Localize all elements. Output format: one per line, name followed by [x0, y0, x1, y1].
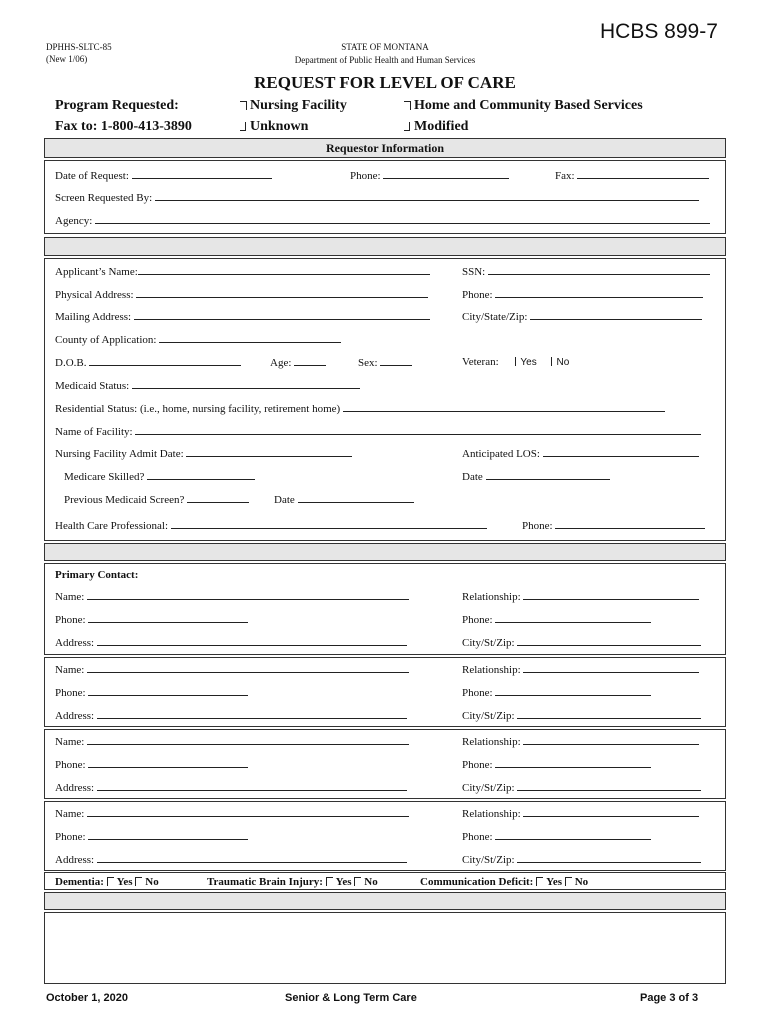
contact-address-field[interactable] — [55, 853, 407, 867]
dementia-no-label: No — [145, 876, 159, 888]
form-code: DPHHS-SLTC-85 — [46, 42, 112, 52]
contact-phone2-label: Phone: — [462, 759, 493, 771]
tbi-no-label: No — [364, 876, 378, 888]
contact-name-label: Name: — [55, 591, 85, 603]
footer-page-number: Page 3 of 3 — [640, 992, 699, 1004]
option-modified-label: Modified — [414, 119, 469, 134]
contact-name-label: Name: — [55, 808, 85, 820]
tbi-label: Traumatic Brain Injury: — [207, 876, 323, 888]
previous-screen-date-field[interactable] — [274, 493, 414, 507]
requestor-phone-label: Phone: — [350, 170, 381, 182]
contact-phone-field[interactable] — [55, 613, 248, 627]
veteran-yes-option[interactable] — [515, 356, 536, 368]
contact-relationship-label: Relationship: — [462, 591, 521, 603]
option-modified[interactable] — [404, 119, 468, 135]
ssn-field[interactable] — [462, 265, 710, 279]
contact-relationship-label: Relationship: — [462, 736, 521, 748]
veteran-no-option[interactable] — [551, 356, 569, 368]
veteran-label: Veteran: — [462, 356, 499, 368]
contact-city-label: City/St/Zip: — [462, 854, 515, 866]
contact-phone2-field[interactable] — [462, 613, 651, 627]
contact-name-field[interactable] — [55, 590, 409, 604]
anticipated-los-field[interactable] — [462, 447, 699, 461]
contact-city-field[interactable] — [462, 853, 701, 867]
contact-name-label: Name: — [55, 664, 85, 676]
page-title: REQUEST FOR LEVEL OF CARE — [254, 73, 516, 92]
option-nursing-facility[interactable] — [240, 98, 347, 114]
form-revision: (New 1/06) — [46, 54, 88, 64]
contact-phone2-field[interactable] — [462, 758, 651, 772]
communication-deficit-label: Communication Deficit: — [420, 876, 534, 888]
applicant-name-field[interactable] — [55, 265, 430, 279]
physical-address-field[interactable] — [55, 288, 428, 302]
checkbox-icon — [404, 122, 410, 131]
checkbox-icon — [536, 877, 543, 886]
veteran-no-label: No — [556, 357, 570, 368]
comm-no-label: No — [574, 876, 589, 888]
contact-phone2-field[interactable] — [462, 830, 651, 844]
medicare-date-label: Date — [462, 471, 483, 483]
county-field[interactable] — [55, 333, 341, 347]
primary-contact-title: Primary Contact: — [55, 569, 139, 581]
option-nursing-label: Nursing Facility — [250, 98, 347, 113]
contact-address-label: Address: — [55, 782, 95, 794]
agency-label: Agency: — [55, 215, 93, 227]
screen-requested-by-label: Screen Requested By: — [55, 192, 153, 204]
option-hcbs[interactable] — [404, 98, 643, 114]
contact-phone2-label: Phone: — [462, 831, 493, 843]
option-unknown-label: Unknown — [250, 119, 309, 134]
applicant-section-header — [44, 237, 726, 256]
contact-address-label: Address: — [55, 637, 95, 649]
checkbox-icon — [515, 357, 516, 366]
contact-name-label: Name: — [55, 736, 85, 748]
state-name: STATE OF MONTANA — [341, 42, 429, 52]
physical-address-label: Physical Address: — [55, 289, 134, 301]
age-field[interactable] — [270, 356, 326, 370]
contact-city-field[interactable] — [462, 636, 701, 650]
sex-field[interactable] — [358, 356, 412, 370]
contact-relationship-field[interactable] — [462, 807, 699, 821]
contact-city-label: City/St/Zip: — [462, 782, 515, 794]
contact-phone-label: Phone: — [55, 614, 86, 626]
requestor-section-title: Requestor Information — [325, 141, 445, 155]
tbi-field — [207, 876, 378, 889]
fax-number: Fax to: 1-800-413-3890 — [55, 119, 192, 134]
tbi-yes-label: Yes — [335, 876, 352, 888]
checkbox-icon — [565, 877, 572, 886]
previous-screen-field[interactable] — [64, 493, 249, 507]
option-unknown[interactable] — [240, 119, 308, 135]
communication-deficit-field — [420, 876, 588, 889]
contact-relationship-field[interactable] — [462, 590, 699, 604]
dementia-label: Dementia: — [55, 876, 104, 888]
contact-address-field[interactable] — [55, 709, 407, 723]
contact-city-label: City/St/Zip: — [462, 710, 515, 722]
medicare-skilled-label: Medicare Skilled? — [64, 471, 145, 483]
contact-phone-label: Phone: — [55, 687, 86, 699]
medicare-date-field[interactable] — [462, 470, 610, 484]
contact-address-field[interactable] — [55, 781, 407, 795]
veteran-yes-label: Yes — [520, 357, 537, 368]
contact-phone2-field[interactable] — [462, 686, 651, 700]
applicant-phone-label: Phone: — [462, 289, 493, 301]
applicant-name-label: Applicant’s Name: — [55, 266, 138, 278]
contact-phone-field[interactable] — [55, 758, 248, 772]
department-name: Department of Public Health and Human Services — [294, 55, 476, 65]
contact-relationship-label: Relationship: — [462, 664, 521, 676]
medicaid-status-field[interactable] — [55, 379, 360, 393]
form-id: HCBS 899-7 — [600, 20, 718, 43]
comm-no-option[interactable] — [565, 876, 588, 888]
contact-name-field[interactable] — [55, 663, 409, 677]
admit-date-label: Nursing Facility Admit Date: — [55, 448, 184, 460]
requestor-fax-label: Fax: — [555, 170, 575, 182]
contact-phone2-label: Phone: — [462, 614, 493, 626]
checkbox-icon — [240, 122, 246, 131]
checkbox-icon — [551, 357, 552, 366]
contact-relationship-label: Relationship: — [462, 808, 521, 820]
sex-label: Sex: — [358, 357, 378, 369]
checkbox-icon — [135, 877, 142, 886]
health-care-professional-label: Health Care Professional: — [55, 520, 169, 532]
contact-city-field[interactable] — [462, 709, 701, 723]
anticipated-los-label: Anticipated LOS: — [462, 448, 540, 460]
option-hcbs-label: Home and Community Based Services — [414, 98, 643, 113]
residential-status-label: Residential Status: (i.e., home, nursing facility, retirement home) — [55, 403, 341, 415]
contact-phone-field[interactable] — [55, 686, 248, 700]
tbi-yes-option[interactable] — [326, 876, 352, 888]
contact-phone2-label: Phone: — [462, 687, 493, 699]
dementia-yes-label: Yes — [116, 876, 133, 888]
contacts-section-header — [44, 543, 726, 561]
contact-city-field[interactable] — [462, 781, 701, 795]
contact-phone-label: Phone: — [55, 759, 86, 771]
tbi-no-option[interactable] — [354, 876, 377, 888]
dementia-field — [55, 876, 159, 889]
health-care-professional-field[interactable] — [55, 519, 487, 533]
contact-phone-label: Phone: — [55, 831, 86, 843]
applicant-city-field[interactable] — [462, 310, 702, 324]
previous-screen-date-label: Date — [274, 494, 295, 506]
age-label: Age: — [270, 357, 292, 369]
checkbox-icon — [240, 101, 247, 110]
program-label: Program Requested: — [55, 98, 179, 113]
dementia-yes-option[interactable] — [107, 876, 133, 888]
requestor-section-header — [44, 138, 726, 158]
requestor-fax-field[interactable] — [555, 169, 709, 183]
mailing-address-field[interactable] — [55, 310, 430, 324]
notes-box[interactable] — [44, 912, 726, 984]
dementia-no-option[interactable] — [135, 876, 158, 888]
hcp-phone-field[interactable] — [522, 519, 705, 533]
facility-name-label: Name of Facility: — [55, 426, 133, 438]
applicant-city-label: City/State/Zip: — [462, 311, 528, 323]
contact-name-field[interactable] — [55, 735, 409, 749]
contact-phone-field[interactable] — [55, 830, 248, 844]
checkbox-icon — [354, 877, 361, 886]
dob-label: D.O.B. — [55, 357, 87, 369]
checkbox-icon — [326, 877, 333, 886]
date-of-request-field[interactable] — [55, 169, 272, 183]
agency-field[interactable] — [55, 214, 710, 228]
date-of-request-label: Date of Request: — [55, 170, 129, 182]
hcp-phone-label: Phone: — [522, 520, 553, 532]
veteran-field — [462, 356, 569, 369]
requestor-phone-field[interactable] — [350, 169, 509, 183]
comm-yes-label: Yes — [546, 876, 562, 888]
contact-address-label: Address: — [55, 710, 95, 722]
ssn-label: SSN: — [462, 266, 486, 278]
county-label: County of Application: — [55, 334, 157, 346]
contact-name-field[interactable] — [55, 807, 409, 821]
comm-yes-option[interactable] — [536, 876, 562, 888]
contact-address-field[interactable] — [55, 636, 407, 650]
notes-section-header — [44, 892, 726, 910]
contact-relationship-field[interactable] — [462, 663, 699, 677]
applicant-phone-field[interactable] — [462, 288, 703, 302]
medicaid-status-label: Medicaid Status: — [55, 380, 130, 392]
checkbox-icon — [107, 877, 114, 886]
previous-screen-label: Previous Medicaid Screen? — [64, 494, 185, 506]
footer-department: Senior & Long Term Care — [285, 992, 417, 1004]
screen-requested-by-field[interactable] — [55, 191, 699, 205]
contact-address-label: Address: — [55, 854, 95, 866]
residential-status-field[interactable] — [55, 402, 665, 416]
checkbox-icon — [404, 101, 411, 110]
contact-city-label: City/St/Zip: — [462, 637, 515, 649]
admit-date-field[interactable] — [55, 447, 352, 461]
mailing-address-label: Mailing Address: — [55, 311, 132, 323]
footer-date: October 1, 2020 — [46, 992, 128, 1004]
dob-field[interactable] — [55, 356, 241, 370]
contact-relationship-field[interactable] — [462, 735, 699, 749]
medicare-skilled-field[interactable] — [64, 470, 255, 484]
facility-name-field[interactable] — [55, 425, 701, 439]
